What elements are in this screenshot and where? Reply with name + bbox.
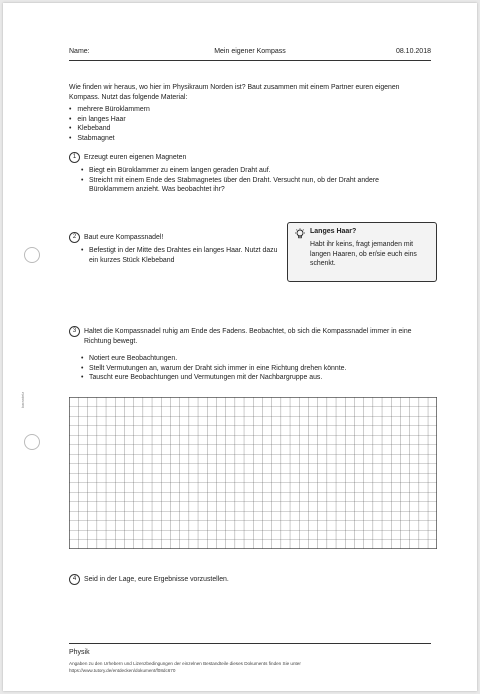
tip-text: Habt ihr keins, fragt jemanden mit langen Haaren, ob er/sie euch eins schenkt. [310,241,417,267]
step-3-title: Haltet die Kompassnadel ruhig am Ende des Fadens. Beobachtet, ob sich die Kompassnadel immer in eine Richtung bewegt. [84,328,412,345]
material-item: • Klebeband [69,124,150,134]
tip-title: Langes Haar? [310,228,357,235]
side-label: karantelz [20,391,25,408]
answer-grid[interactable] [69,397,437,549]
step-number-4: 4 [69,574,80,585]
step-1-bullets [81,166,399,195]
material-item: • ein langes Haar [69,115,150,125]
step-1-title: Erzeugt euren eigenen Magneten [84,154,187,161]
footer-note [69,661,301,674]
punch-hole [24,434,40,450]
intro-text: Wie finden wir heraus, wo hier im Physikraum Norden ist? Baut zusammen mit einem Partner euren eigenen Kompass. Nutzt das folgende Material: [69,84,400,101]
footer-divider [69,643,431,644]
step-3-bullet: • Stellt Vermutungen an, warum der Draht sich immer in eine Richtung drehen könnte. [81,364,421,374]
header [69,48,431,58]
footer-note-line: Angaben zu den Urhebern und Lizenzbedingungen der einzelnen Bestandteile dieses Dokuments finden Sie unter [69,661,301,666]
step-2-bullet: • Befestigt in der Mitte des Drahtes ein langes Haar. Nutzt dazu ein kurzes Stück Klebeband [81,246,281,265]
worksheet-page [3,3,477,691]
material-item: • mehrere Büroklammern [69,105,150,115]
punch-hole [24,247,40,263]
step-3-bullet: • Notiert eure Beobachtungen. [81,354,421,364]
step-3-bullet: • Tauscht eure Beobachtungen und Vermutungen mit der Nachbargruppe aus. [81,373,421,383]
date: 08.10.2018 [395,48,431,55]
page-title: Mein eigener Kompass [214,48,286,55]
step-1-bullet: • Streicht mit einem Ende des Stabmagnetes über den Draht. Versucht nun, ob der Draht andere Büroklammern anzieht. Was beobachtet ihr? [81,176,399,195]
lightbulb-icon [294,228,306,240]
material-item: • Stabmagnet [69,134,150,144]
step-3-bullets [81,354,421,383]
step-number-3: 3 [69,326,80,337]
step-1-bullet: • Biegt ein Büroklammer zu einem langen geraden Draht auf. [81,166,399,176]
footer-subject: Physik [69,649,90,656]
step-number-2: 2 [69,232,80,243]
materials-list [69,105,150,143]
step-2-bullets [81,246,281,265]
tip-box [287,222,437,282]
footer-link[interactable]: https://www.tutory.de/entdecken/dokument/f08dc670 [69,667,176,673]
step-2-title: Baut eure Kompassnadel! [84,234,164,241]
step-number-1: 1 [69,152,80,163]
step-4-title: Seid in der Lage, eure Ergebnisse vorzustellen. [84,576,229,583]
name-label: Name: [69,48,90,55]
header-divider [69,60,431,61]
